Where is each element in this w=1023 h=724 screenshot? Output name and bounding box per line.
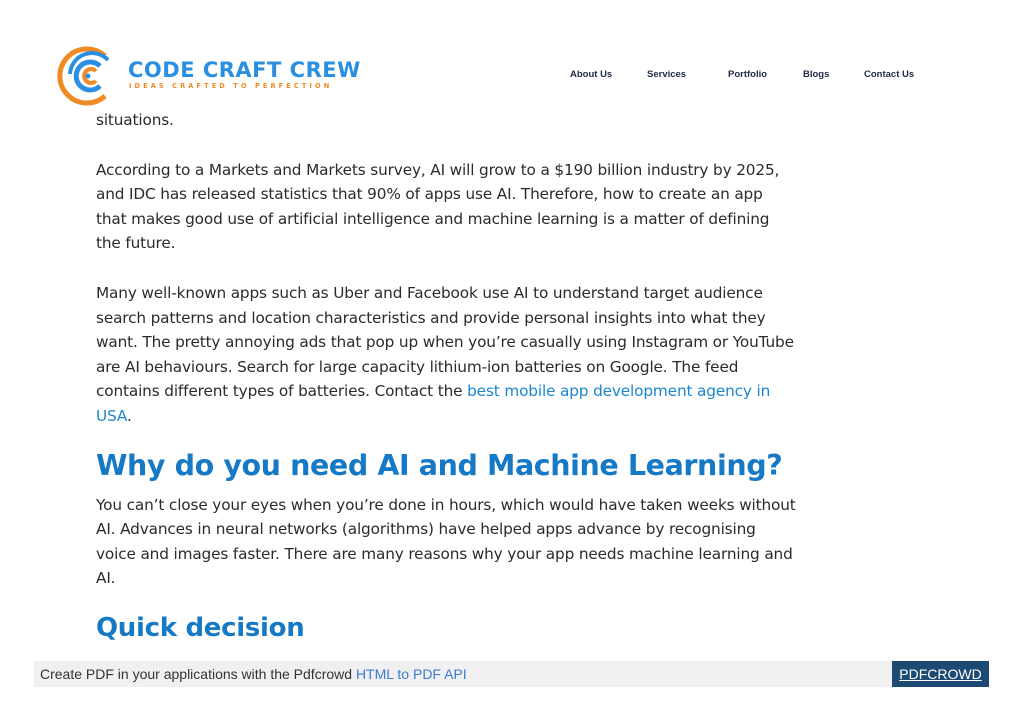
- pdfcrowd-banner-text: [40, 666, 467, 682]
- pdfcrowd-api-link[interactable]: HTML to PDF API: [355, 666, 467, 682]
- logo-name: CODE CRAFT CREW: [128, 58, 361, 82]
- logo-mark-icon: [56, 44, 120, 108]
- nav-blogs[interactable]: Blogs: [803, 69, 830, 80]
- heading-why-ai: Why do you need AI and Machine Learning?: [96, 448, 783, 482]
- paragraph-market-survey: According to a Markets and Markets survey, AI will grow to a $190 billion industry by 2025, and IDC has released statistics that 90% of apps use AI. Therefore, how to create an app that makes good use of artificial intelligence and machine learning is a matter of defining the future.: [96, 160, 780, 253]
- agency-link[interactable]: best mobile app development agency in USA: [96, 382, 771, 425]
- pdfcrowd-banner: [34, 661, 989, 687]
- paragraph-fragment: situations.: [96, 111, 174, 129]
- nav-portfolio[interactable]: Portfolio: [728, 69, 768, 80]
- paragraph-end: .: [126, 406, 132, 425]
- logo[interactable]: [56, 44, 361, 108]
- pdfcrowd-message: Create PDF in your applications with the Pdfcrowd: [40, 666, 356, 682]
- logo-tagline: IDEAS CRAFTED TO PERFECTION: [129, 82, 333, 90]
- nav-contact-us[interactable]: Contact Us: [864, 69, 915, 80]
- paragraph-text: Many well-known apps such as Uber and Facebook use AI to understand target audience search patterns and location characteristics and provide personal insights into what they want. The pretty annoying ads that pop up when you’re casually using Instagram or YouTube are AI behaviours. Search for large capacity lithium-ion batteries on Google. The feed contains different types of batteries. Contact the: [96, 283, 794, 401]
- site-header: [0, 0, 1023, 108]
- nav-about-us[interactable]: About Us: [570, 69, 613, 80]
- article-body: [96, 108, 796, 645]
- paragraph-why-ai: You can’t close your eyes when you’re done in hours, which would have taken weeks without AI. Advances in neural networks (algorithms) have helped apps advance by recognising voice and images faster. There are many reasons why your app needs machine learning and AI.: [96, 495, 796, 588]
- heading-quick-decision: Quick decision: [96, 612, 305, 643]
- nav-services[interactable]: Services: [647, 69, 687, 80]
- pdfcrowd-button[interactable]: PDFCROWD: [892, 661, 989, 687]
- paragraph-well-known-apps: [96, 281, 796, 429]
